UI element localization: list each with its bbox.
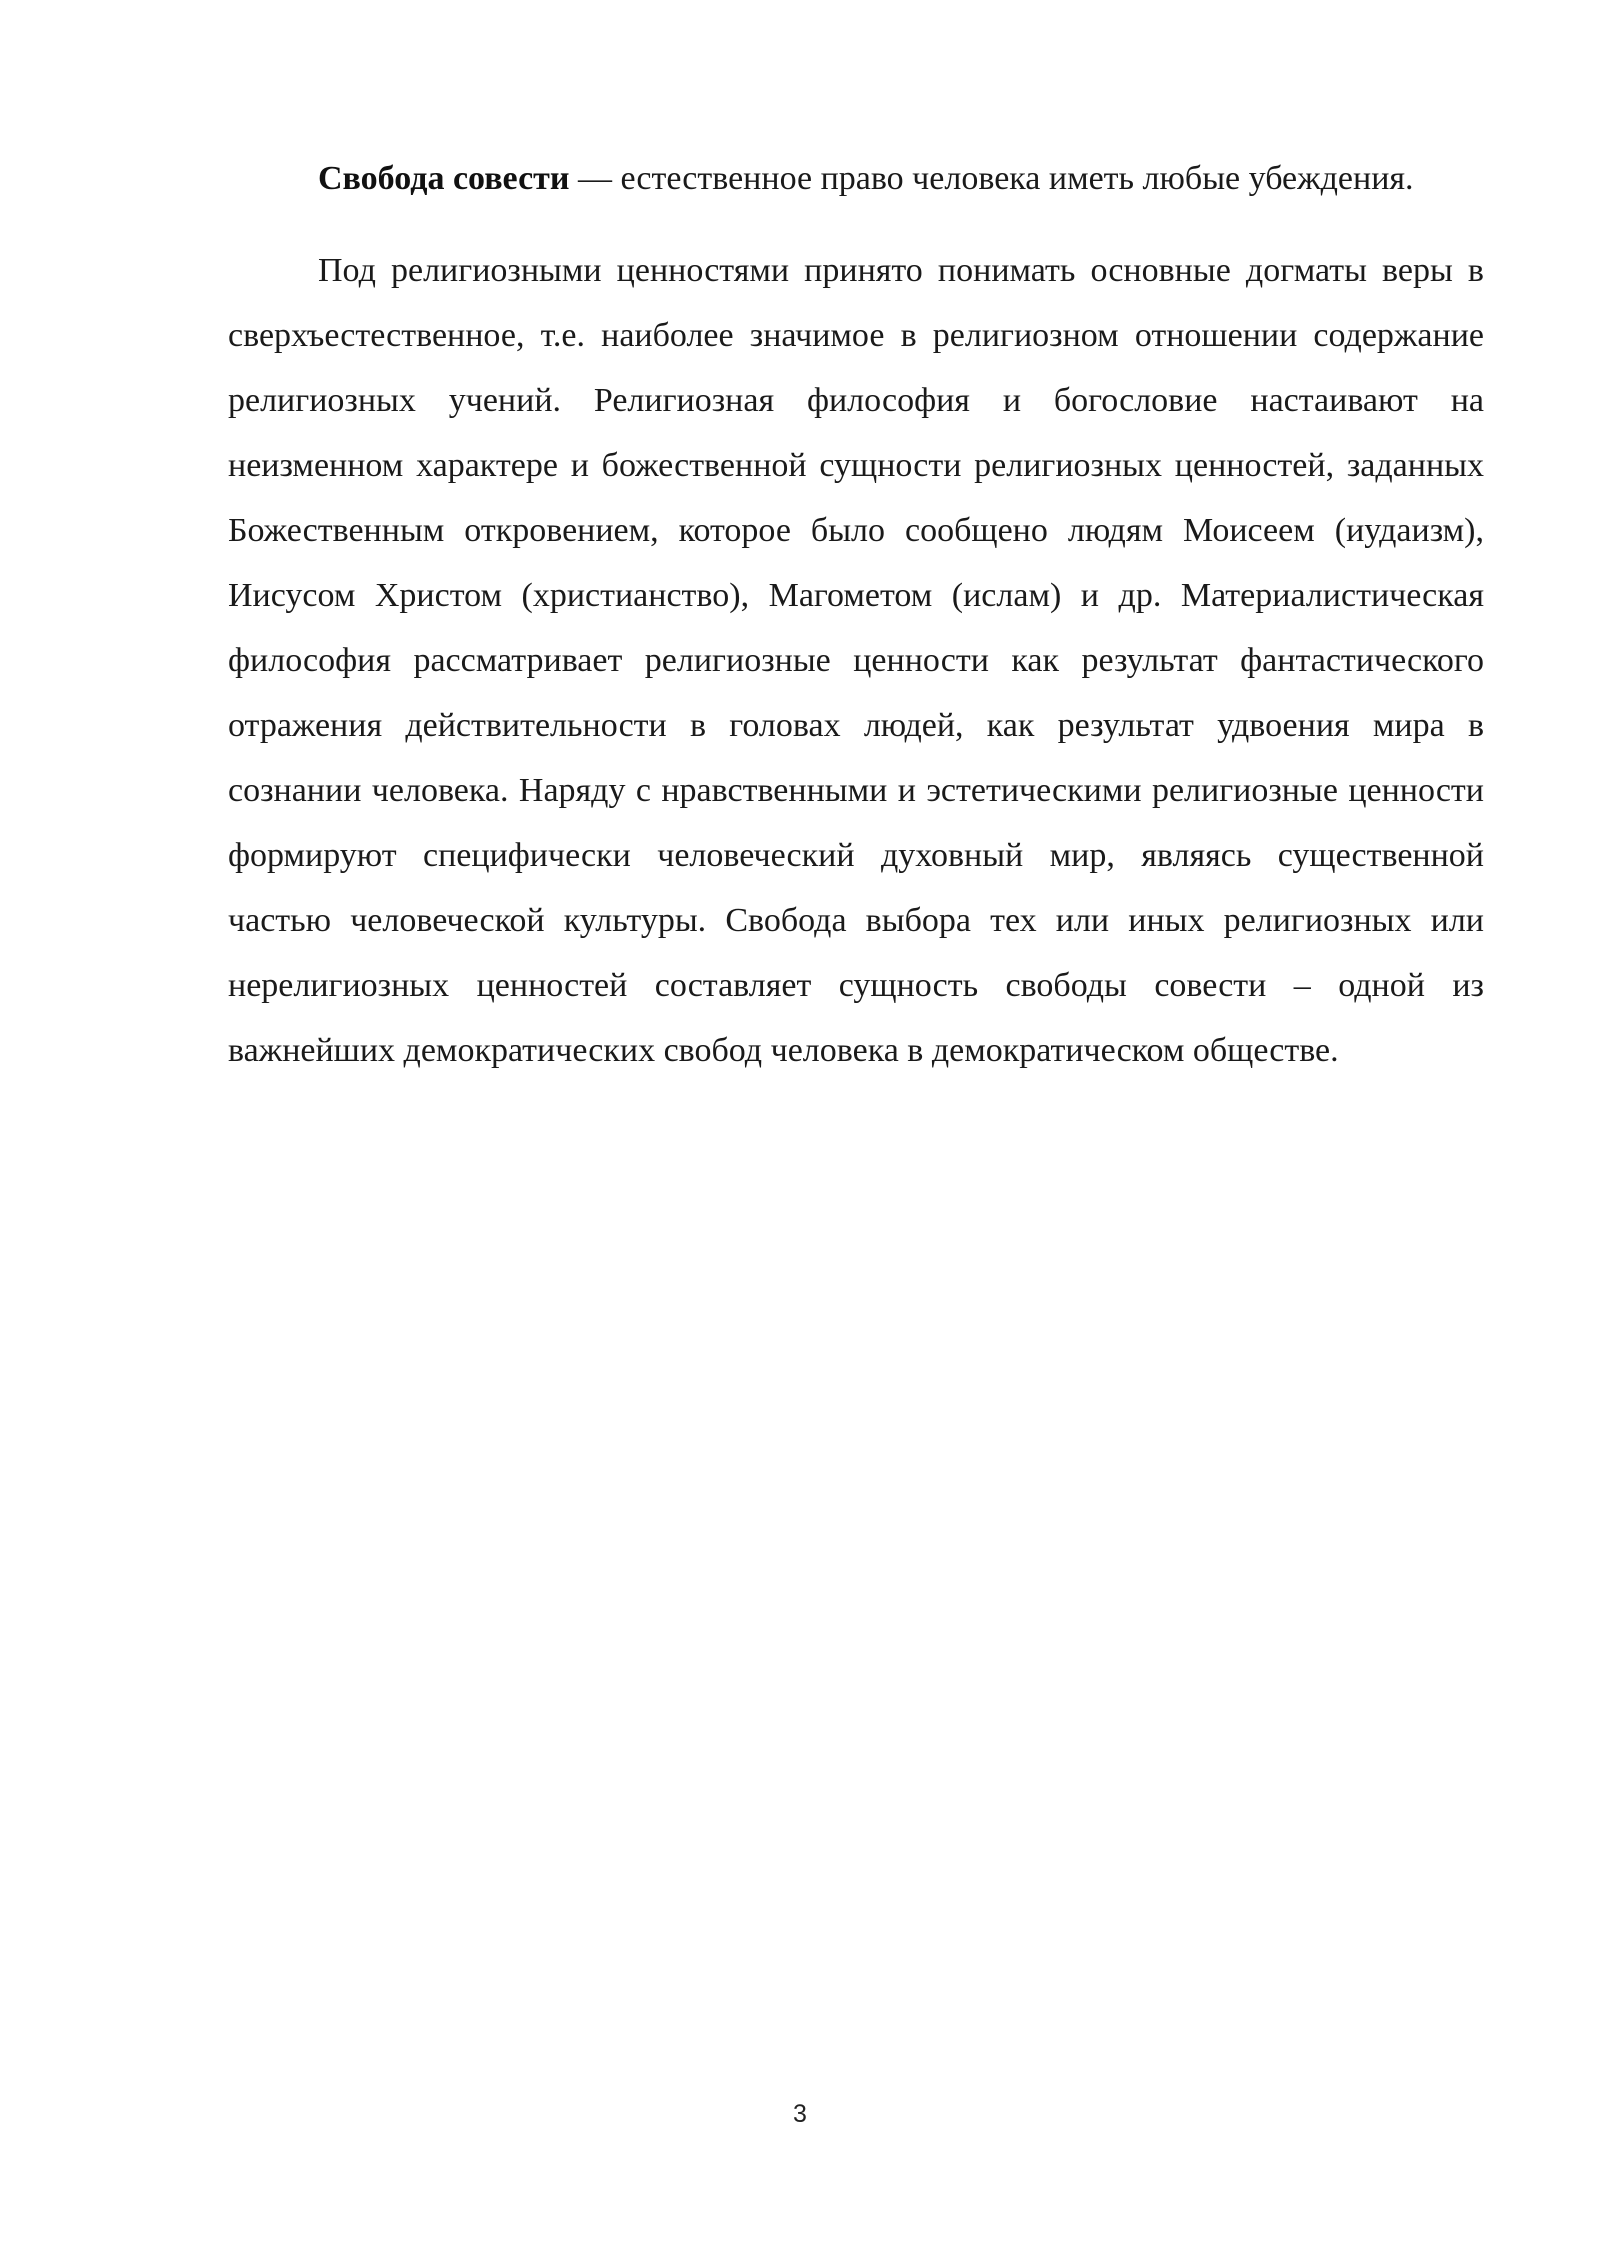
defined-term: Свобода совести [318, 160, 570, 197]
definition-paragraph [228, 146, 1484, 211]
body-paragraph: Под религиозными ценностями принято понимать основные догматы веры в сверхъестественное, т.е. наиболее значимое в религиозном отношении содержание религиозных учений. Религиозная философия и богословие настаивают на неизменном характере и божественной сущности религиозных ценностей, заданных Божественным откровением, которое было сообщено людям Моисеем (иудаизм), Иисусом Христом (христианство), Магометом (ислам) и др. Материалистическая философия рассматривает религиозные ценности как результат фантастического отражения действительности в головах людей, как результат удвоения мира в сознании человека. Наряду с нравственными и эстетическими религиозные ценности формируют специфически человеческий духовный мир, являясь существенной частью человеческой культуры. Свобода выбора тех или иных религиозных или нерелигиозных ценностей составляет сущность свободы совести – одной из важнейших демократических свобод человека в демократическом обществе. [228, 252, 1484, 1069]
document-body [228, 146, 1484, 1083]
definition-text: — естественное право человека иметь любые убеждения. [569, 160, 1414, 197]
page-number: 3 [793, 2100, 807, 2128]
